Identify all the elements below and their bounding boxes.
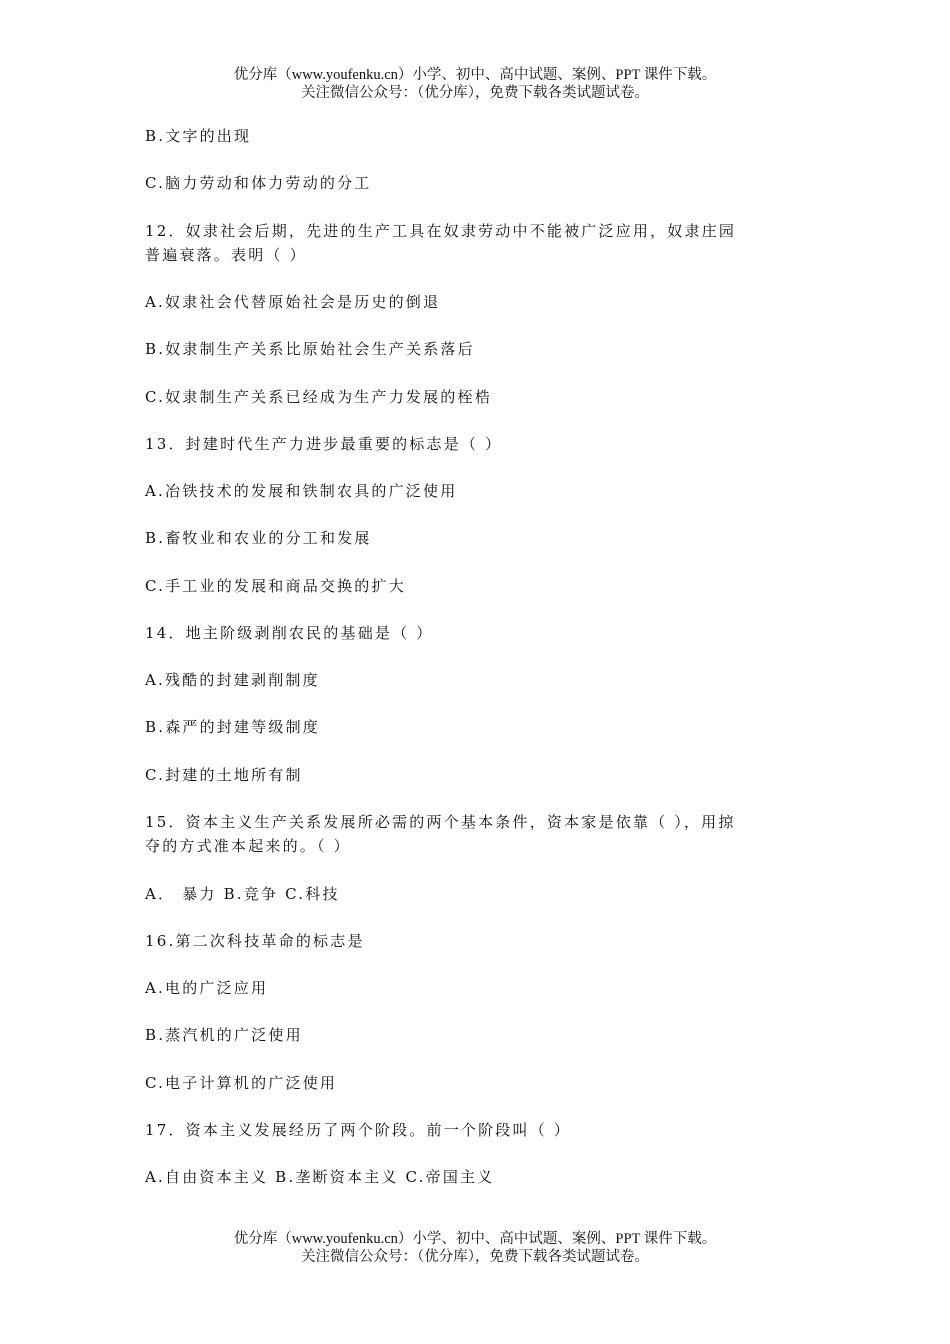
- option-14-c: C.封建的土地所有制: [145, 766, 303, 784]
- option-12-b: B.奴隶制生产关系比原始社会生产关系落后: [145, 340, 475, 358]
- page-footer: [0, 1230, 950, 1266]
- option-12-a: A.奴隶社会代替原始社会是历史的倒退: [145, 293, 441, 311]
- option-14-b: B.森严的封建等级制度: [145, 718, 320, 736]
- question-15: 15．资本主义生产关系发展所必需的两个基本条件，资本家是依靠（ ），用掠 夺的方式准本起来的。（ ）: [145, 813, 736, 855]
- option-16-b: B.蒸汽机的广泛使用: [145, 1026, 303, 1044]
- option-13-c: C.手工业的发展和商品交换的扩大: [145, 577, 406, 595]
- option-11-c: C.脑力劳动和体力劳动的分工: [145, 174, 372, 192]
- option-13-a: A.冶铁技术的发展和铁制农具的广泛使用: [145, 482, 458, 500]
- option-14-a: A.残酷的封建剥削制度: [145, 671, 320, 689]
- options-17: A.自由资本主义 B.垄断资本主义 C.帝国主义: [145, 1168, 495, 1186]
- footer-line-2: 关注微信公众号：（优分库），免费下载各类试题试卷。: [301, 1249, 649, 1265]
- page-header: [0, 66, 950, 102]
- option-12-c: C.奴隶制生产关系已经成为生产力发展的桎梏: [145, 388, 492, 406]
- option-11-b: B.文字的出现: [145, 127, 252, 145]
- question-12: 12．奴隶社会后期，先进的生产工具在奴隶劳动中不能被广泛应用，奴隶庄园 普遍衰落。表明（ ）: [145, 222, 737, 264]
- option-16-a: A.电的广泛应用: [145, 979, 269, 997]
- question-17: 17．资本主义发展经历了两个阶段。前一个阶段叫（ ）: [145, 1121, 572, 1139]
- footer-line-1: 优分库（www.youfenku.cn）小学、初中、高中试题、案例、PPT 课件下载。: [233, 1231, 717, 1247]
- header-line-1: 优分库（www.youfenku.cn）小学、初中、高中试题、案例、PPT 课件下载。: [233, 67, 717, 83]
- options-15: A． 暴力 B.竞争 C.科技: [145, 885, 340, 903]
- question-14: 14．地主阶级剥削农民的基础是（ ）: [145, 624, 434, 642]
- option-16-c: C.电子计算机的广泛使用: [145, 1074, 338, 1092]
- option-13-b: B.畜牧业和农业的分工和发展: [145, 529, 372, 547]
- question-16: 16.第二次科技革命的标志是: [145, 932, 365, 950]
- header-line-2: 关注微信公众号：（优分库），免费下载各类试题试卷。: [301, 85, 649, 101]
- question-13: 13．封建时代生产力进步最重要的标志是（ ）: [145, 435, 503, 453]
